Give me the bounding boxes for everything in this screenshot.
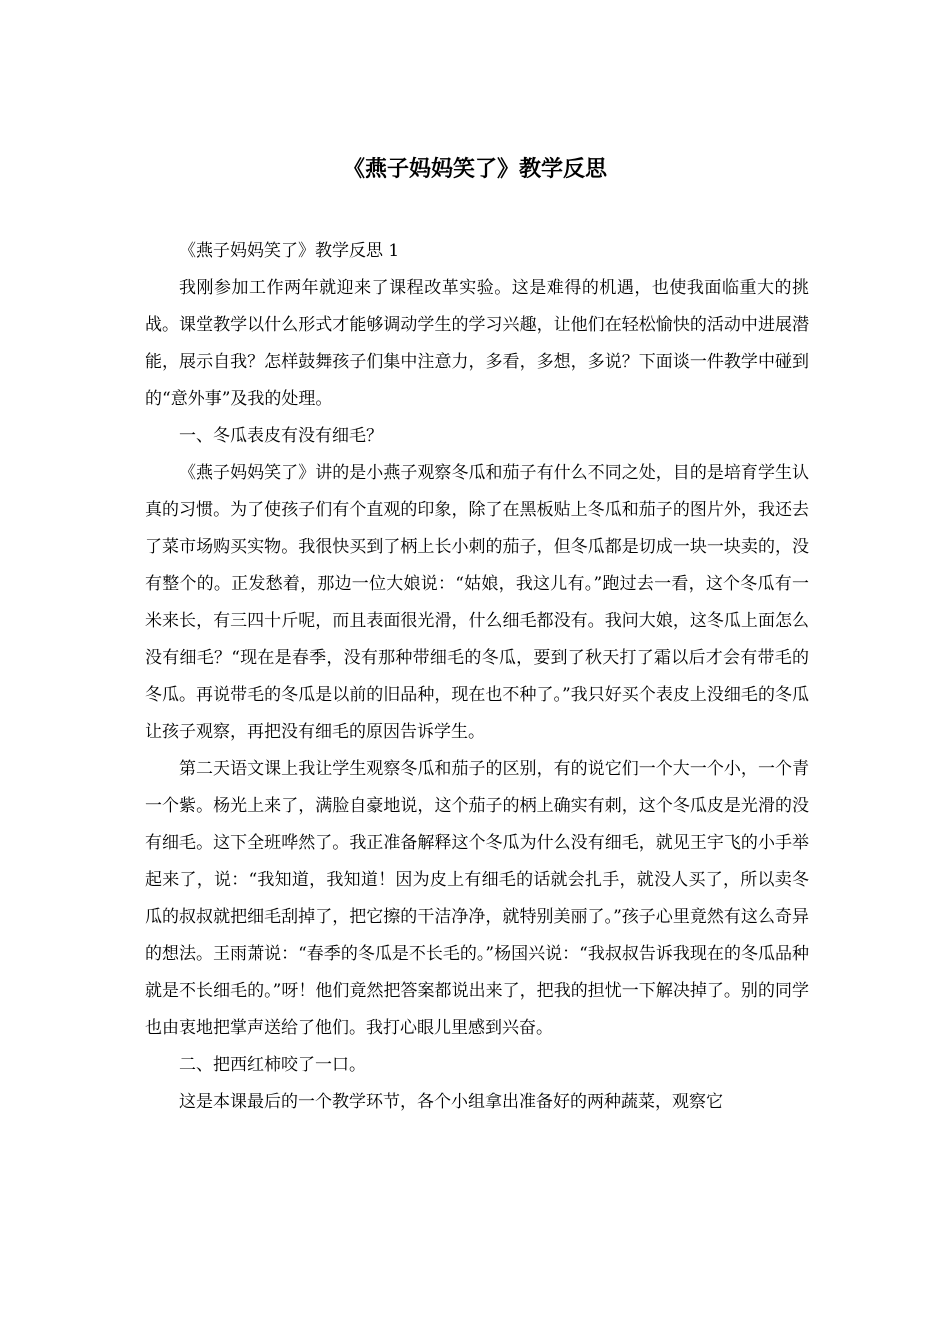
paragraph: 第二天语文课上我让学生观察冬瓜和茄子的区别，有的说它们一个大一个小，一个青一个紫。杨光上来了，满脸自豪地说，这个茄子的柄上确实有刺，这个冬瓜皮是光滑的没有细毛。这下全班哗然了。我正准备解释这个冬瓜为什么没有细毛，就见王宇飞的小手举起来了，说：“我知道，我知道！因为皮上有细毛的话就会扎手，就没人买了，所以卖冬瓜的叔叔就把细毛刮掉了，把它擦的干洁净净，就特别美丽了。”孩子心里竟然有这么奇异的想法。王雨萧说：“春季的冬瓜是不长毛的。”杨国兴说：“我叔叔告诉我现在的冬瓜品种就是不长细毛的。”呀！他们竟然把答案都说出来了，把我的担忧一下解决掉了。别的同学也由衷地把掌声送给了他们。我打心眼儿里感到兴奋。	[145, 759, 809, 1038]
document-body	[145, 233, 809, 1121]
paragraph: 《燕子妈妈笑了》讲的是小燕子观察冬瓜和茄子有什么不同之处，目的是培育学生认真的习惯。为了使孩子们有个直观的印象，除了在黑板贴上冬瓜和茄子的图片外，我还去了菜市场购买实物。我很快买到了柄上长小刺的茄子，但冬瓜都是切成一块一块卖的，没有整个的。正发愁着，那边一位大娘说：“姑娘，我这儿有。”跑过去一看，这个冬瓜有一米来长，有三四十斤呢，而且表面很光滑，什么细毛都没有。我问大娘，这冬瓜上面怎么没有细毛？“现在是春季，没有那种带细毛的冬瓜，要到了秋天打了霜以后才会有带毛的冬瓜。再说带毛的冬瓜是以前的旧品种，现在也不种了。”我只好买个表皮上没细毛的冬瓜让孩子观察，再把没有细毛的原因告诉学生。	[145, 463, 809, 742]
subheading: 一、冬瓜表皮有没有细毛？	[179, 426, 383, 446]
section-heading: 《燕子妈妈笑了》教学反思 1	[179, 241, 400, 261]
subheading: 二、把西红柿咬了一口。	[179, 1055, 366, 1075]
document-title: 《燕子妈妈笑了》教学反思	[342, 157, 607, 182]
paragraph: 我刚参加工作两年就迎来了课程改革实验。这是难得的机遇，也使我面临重大的挑战。课堂教学以什么形式才能够调动学生的学习兴趣，让他们在轻松愉快的活动中进展潜能，展示自我？怎样鼓舞孩子们集中注意力，多看，多想，多说？下面谈一件教学中碰到的“意外事”及我的处理。	[145, 278, 809, 409]
paragraph: 这是本课最后的一个教学环节，各个小组拿出准备好的两种蔬菜，观察它	[179, 1092, 723, 1112]
